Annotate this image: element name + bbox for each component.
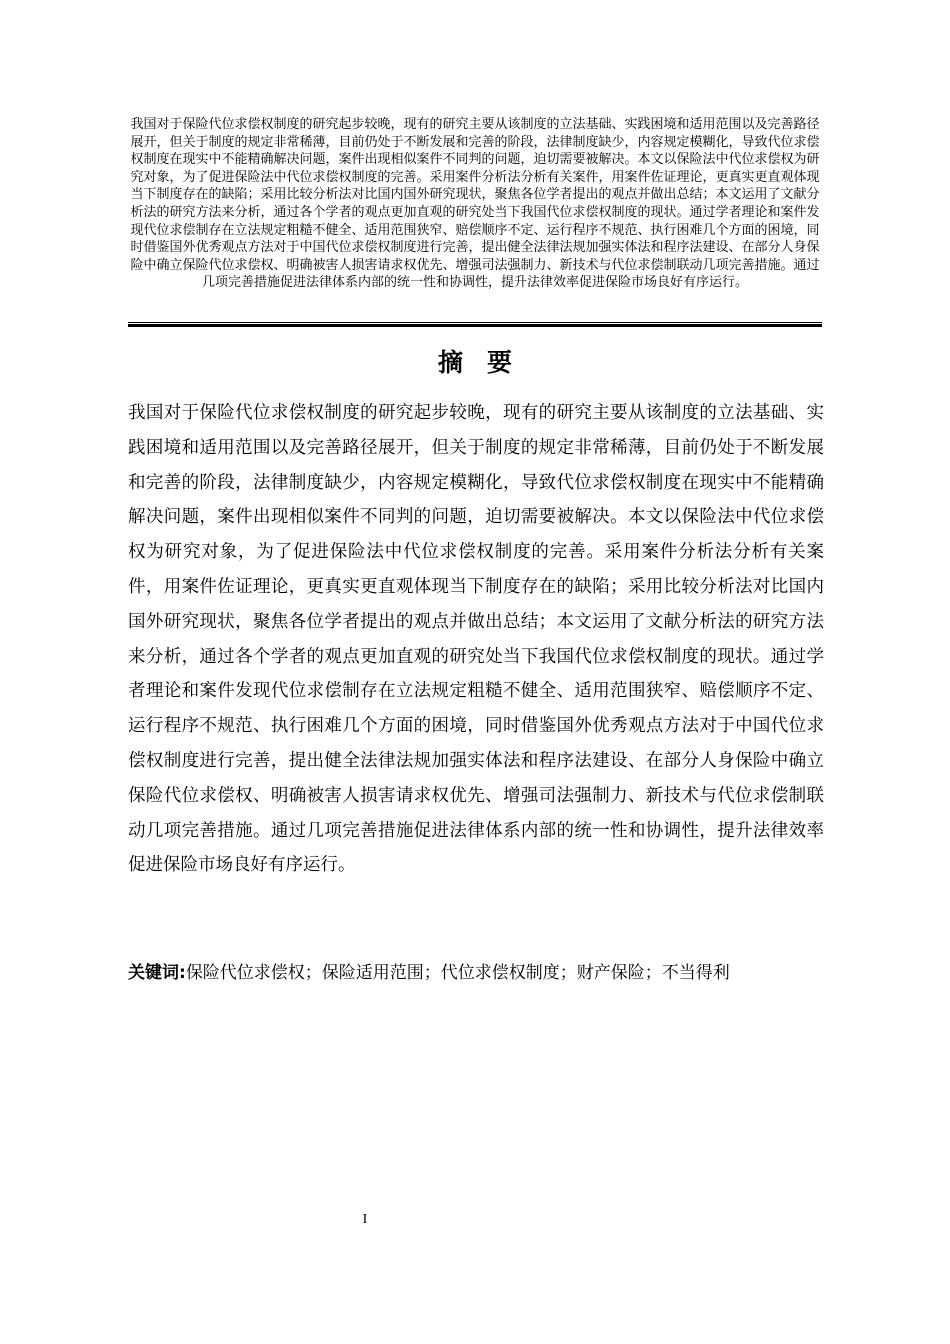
header-rule-thin xyxy=(128,322,822,323)
keywords-line xyxy=(128,958,828,988)
header-rule-thick xyxy=(128,324,822,327)
abstract-body: 我国对于保险代位求偿权制度的研究起步较晚，现有的研究主要从该制度的立法基础、实践困境和适用范围以及完善路径展开，但关于制度的规定非常稀薄，目前仍处于不断发展和完善的阶段，法律制度缺少，内容规定模糊化，导致代位求偿权制度在现实中不能精确解决问题，案件出现相似案件不同判的问题，迫切需要被解决。本文以保险法中代位求偿权为研究对象，为了促进保险法中代位求偿权制度的完善。采用案件分析法分析有关案件，用案件佐证理论，更真实更直观体现当下制度存在的缺陷；采用比较分析法对比国内国外研究现状，聚焦各位学者提出的观点并做出总结；本文运用了文献分析法的研究方法来分析，通过各个学者的观点更加直观的研究处当下我国代位求偿权制度的现状。通过学者理论和案件发现代位求偿制存在立法规定粗糙不健全、适用范围狭窄、赔偿顺序不定、运行程序不规范、执行困难几个方面的困境，同时借鉴国外优秀观点方法对于中国代位求偿权制度进行完善，提出健全法律法规加强实体法和程序法建设、在部分人身保险中确立保险代位求偿权、明确被害人损害请求权优先、增强司法强制力、新技术与代位求偿制联动几项完善措施。通过几项完善措施促进法律体系内部的统一性和协调性，提升法律效率促进保险市场良好有序运行。 xyxy=(128,403,824,876)
header-abstract: 我国对于保险代位求偿权制度的研究起步较晚，现有的研究主要从该制度的立法基础、实践困境和适用范围以及完善路径展开，但关于制度的规定非常稀薄，目前仍处于不断发展和完善的阶段，法律制度缺少，内容规定模糊化，导致代位求偿权制度在现实中不能精确解决问题，案件出现相似案件不同判的问题，迫切需要被解决。本文以保险法中代位求偿权为研究对象，为了促进保险法中代位求偿权制度的完善。采用案件分析法分析有关案件，用案件佐证理论，更真实更直观体现当下制度存在的缺陷；采用比较分析法对比国内国外研究现状，聚焦各位学者提出的观点并做出总结；本文运用了文献分析法的研究方法来分析，通过各个学者的观点更加直观的研究处当下我国代位求偿权制度的现状。通过学者理论和案件发现代位求偿制存在立法规定粗糙不健全、适用范围狭窄、赔偿顺序不定、运行程序不规范、执行困难几个方面的困境，同时借鉴国外优秀观点方法对于中国代位求偿权制度进行完善，提出健全法律法规加强实体法和程序法建设、在部分人身保险中确立保险代位求偿权、明确被害人损害请求权优先、增强司法强制力、新技术与代位求偿制联动几项完善措施。通过几项完善措施促进法律体系内部的统一性和协调性，提升法律效率促进保险市场良好有序运行。 xyxy=(130,117,820,291)
page-title: 摘要 xyxy=(437,348,536,377)
keywords-text: 保险代位求偿权；保险适用范围；代位求偿权制度；财产保险；不当得利 xyxy=(185,963,730,983)
keywords-label: 关键词: xyxy=(128,963,186,983)
page-number: I xyxy=(362,1212,368,1227)
